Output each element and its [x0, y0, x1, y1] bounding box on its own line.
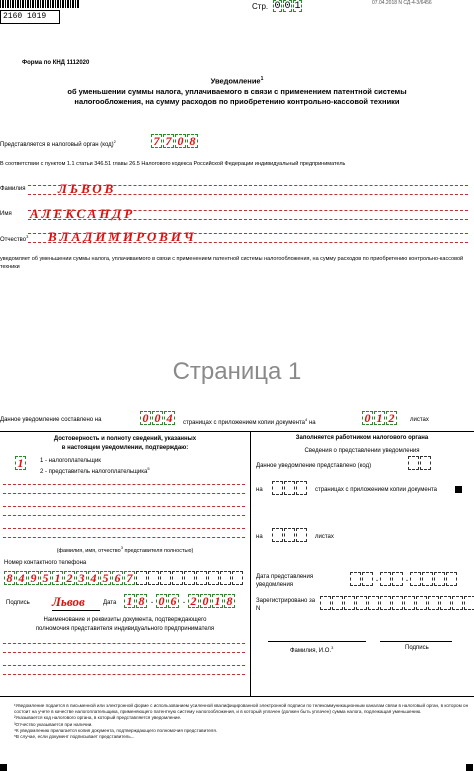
page-digit: 0 — [284, 1, 291, 12]
registered-cell — [416, 596, 427, 610]
sign-line — [380, 641, 452, 642]
pages-suffix: листах — [410, 417, 429, 423]
registered-cell — [404, 596, 415, 610]
phone-number — [4, 571, 244, 585]
registered-cell — [320, 596, 331, 610]
date-digit: 2 — [188, 594, 199, 608]
name-label: Имя — [0, 211, 12, 217]
date-digit: 6 — [168, 594, 179, 608]
registered-label: Зарегистрировано за N — [256, 598, 316, 612]
right-on2-label: на — [256, 534, 263, 540]
page-label: Стр. — [252, 2, 269, 11]
phone-digit-empty — [220, 571, 231, 585]
page-digit: 0 — [274, 1, 281, 12]
phone-digit-empty — [136, 571, 147, 585]
right-heading: Заполняется работником налогового органа — [295, 435, 429, 441]
pages-prefix: Данное уведомление составлено на — [0, 417, 102, 423]
phone-digit: 6 — [112, 571, 123, 585]
right-pages-cell — [272, 481, 283, 495]
phone-digit: 5 — [40, 571, 51, 585]
date-digit: 8 — [136, 594, 147, 608]
doc-caption: Наименование и реквизиты документа, подтверждающего полномочия представителя индивидуального предпринимателя — [35, 617, 215, 632]
date-digit: 8 — [224, 594, 235, 608]
phone-digit: 4 — [88, 571, 99, 585]
method-code-cell — [420, 456, 431, 470]
marker-square — [455, 486, 462, 493]
date-digit: 1 — [212, 594, 223, 608]
option-1: 1 - налогоплательщик — [40, 458, 101, 464]
registered-cell — [332, 596, 343, 610]
phone-digit: 8 — [4, 571, 15, 585]
tax-code-digit: 7 — [163, 134, 174, 148]
section-bottom-border — [0, 696, 474, 697]
signer-choice-digit: 1 — [15, 456, 26, 470]
rep-name-row-2 — [3, 506, 245, 516]
signer-choice — [15, 456, 27, 470]
phone-label: Номер контактного телефона — [4, 560, 87, 566]
footnote: ²Указывается код налогового органа, в который представляется уведомление. — [14, 715, 182, 721]
right-sign-label: Подпись — [405, 645, 429, 651]
rep-caption: (фамилия, имя, отчество$^3$ представителя полностью) — [56, 545, 194, 554]
pages-digit: 4 — [164, 411, 175, 425]
method-code-cell — [408, 456, 419, 470]
submission-date-label: Дата представления уведомления — [256, 574, 314, 588]
phone-digit-empty — [172, 571, 183, 585]
title-line3: налогообложения, на сумму расходов по приобретению контрольно-кассовой техники — [74, 96, 400, 106]
sheets-digit: 0 — [362, 411, 373, 425]
phone-digit: 7 — [124, 571, 135, 585]
left-heading: Достоверность и полноту сведений, указанных в настоящем уведомлении, подтверждаю: — [53, 436, 197, 451]
phone-digit-empty — [196, 571, 207, 585]
patronymic-label: Отчество$^3$ — [0, 234, 29, 243]
registered-cell — [428, 596, 439, 610]
title-line1: Уведомление — [210, 76, 261, 86]
tax-authority-code — [151, 134, 199, 148]
sheets-digit: 1 — [374, 411, 385, 425]
surname-label: Фамилия — [0, 186, 26, 192]
registered-cell — [368, 596, 379, 610]
right-sheets-label: листах — [315, 534, 334, 540]
registered-cell — [344, 596, 355, 610]
rep-name-row-3 — [3, 528, 245, 538]
pages-count — [140, 411, 176, 425]
date-digit: 0 — [200, 594, 211, 608]
right-pages-cell — [296, 481, 307, 495]
fio-line — [268, 641, 366, 642]
date-digit: 0 — [156, 594, 167, 608]
sign-date: 1 8 . 0 6 . 2 0 1 8 — [124, 594, 236, 608]
tax-code-digit: 7 — [151, 134, 162, 148]
top-right-note: 07.04.2018 N СД-4-3/6456 — [372, 0, 432, 6]
title-line2: об уменьшении суммы налога, уплачиваемого в связи с применением патентной системы — [67, 86, 407, 96]
right-pages-label: страницах с приложением копии документа — [315, 487, 438, 493]
right-pages-cell — [284, 481, 295, 495]
signature-label: Подпись — [6, 600, 30, 606]
page-number-cells — [273, 0, 303, 12]
submission-date-cell — [434, 572, 445, 586]
footnote: ¹Уведомление подается в письменной или электронной форме с использованием усиленной квалифицированной электронной подписи по телекоммуникационным каналам связи в налоговый орган, в котором он состоит на учете в качестве налогоплательщика, применяющего патентную систему налогообложения, и в который уплачен (должен быть уплачен) сумма налога, подлежащая уменьшению. — [14, 703, 469, 715]
corner-marker — [466, 764, 473, 771]
phone-digit: 2 — [64, 571, 75, 585]
footnote: ⁴К уведомлению прилагается копия документа, подтверждающего полномочия представителя. — [14, 727, 218, 733]
right-pages-cells — [272, 481, 308, 495]
phone-digit: 3 — [76, 571, 87, 585]
phone-digit: 1 — [52, 571, 63, 585]
registered-cell — [452, 596, 463, 610]
method-label: Данное уведомление представлено (код) — [256, 463, 372, 469]
signature-value: Львов — [52, 594, 100, 611]
page-watermark: Страница 1 — [172, 358, 302, 385]
title-sup: 1 — [260, 76, 264, 82]
barcode-number: 2160 1019 — [0, 10, 60, 24]
doc-row-2 — [3, 665, 245, 675]
registered-cells — [320, 596, 474, 610]
notice-text: уведомляет об уменьшении суммы налога, уплачиваемого в связи с применением патентной системы налогообложения, на сумму расходов по приобретению контрольно-кассовой техники — [0, 256, 464, 270]
submission-date-cells: . . — [350, 572, 458, 586]
footnote: ⁵В случае, если документ подписывает представитель... — [14, 734, 135, 740]
phone-digit-empty — [148, 571, 159, 585]
patronymic-value: ВЛАДИМИРОВИЧ — [48, 229, 197, 244]
surname-value: ЛЬВОВ — [58, 181, 117, 196]
right-sheets-cell — [284, 528, 295, 542]
barcode — [0, 0, 80, 8]
pages-digit: 0 — [152, 411, 163, 425]
right-sheets-cells — [272, 528, 308, 542]
corner-marker — [0, 764, 7, 771]
right-sheets-cell — [296, 528, 307, 542]
pages-digit: 0 — [140, 411, 151, 425]
registered-cell — [440, 596, 451, 610]
registered-cell — [392, 596, 403, 610]
basis-text: В соответствии с пунктом 1.1 статьи 346.51 главы 26.5 Налогового кодекса Российской Федерации индивидуальный предприниматель — [0, 161, 346, 167]
submission-date-cell — [422, 572, 433, 586]
phone-digit: 9 — [28, 571, 39, 585]
phone-digit-empty — [232, 571, 243, 585]
name-value: АЛЕКСАНДР — [30, 206, 136, 221]
phone-digit-empty — [208, 571, 219, 585]
footnote: ³Отчество указывается при наличии. — [14, 721, 93, 727]
phone-digit: 4 — [16, 571, 27, 585]
submission-date-cell — [380, 572, 391, 586]
submission-date-cell — [362, 572, 373, 586]
submission-date-cell — [350, 572, 361, 586]
right-sheets-cell — [272, 528, 283, 542]
date-label: Дата — [103, 600, 117, 606]
sheets-digit: 2 — [386, 411, 397, 425]
doc-row-1 — [3, 643, 245, 653]
tax-authority-label: Представляется в налоговый орган (код)$^2$ — [0, 139, 116, 148]
footnotes — [14, 703, 469, 740]
phone-digit: 5 — [100, 571, 111, 585]
tax-code-digit: 0 — [175, 134, 186, 148]
registered-cell — [464, 596, 474, 610]
fio-label: Фамилия, И.О.$^3$ — [290, 645, 334, 654]
page-digit: 1 — [294, 1, 301, 12]
tax-code-digit: 8 — [187, 134, 198, 148]
submission-date-cell — [410, 572, 421, 586]
option-2: 2 - представитель налогоплательщика$^5$ — [40, 466, 150, 475]
right-on-label: на — [256, 487, 263, 493]
phone-digit-empty — [184, 571, 195, 585]
registered-cell — [356, 596, 367, 610]
submission-date-cell — [392, 572, 403, 586]
registered-cell — [380, 596, 391, 610]
section-top-border — [0, 431, 474, 432]
rep-name-row-1 — [3, 484, 245, 494]
date-digit: 1 — [124, 594, 135, 608]
title — [0, 74, 474, 107]
method-code — [408, 456, 432, 470]
right-subheading: Сведения о представлении уведомления — [304, 448, 420, 454]
phone-digit-empty — [160, 571, 171, 585]
sheets-count — [362, 411, 398, 425]
pages-middle: страницах с приложением копии документа$^4$ на — [183, 417, 316, 426]
section-divider — [250, 431, 251, 696]
form-code: Форма по КНД 1112020 — [22, 60, 90, 66]
submission-date-cell — [446, 572, 457, 586]
